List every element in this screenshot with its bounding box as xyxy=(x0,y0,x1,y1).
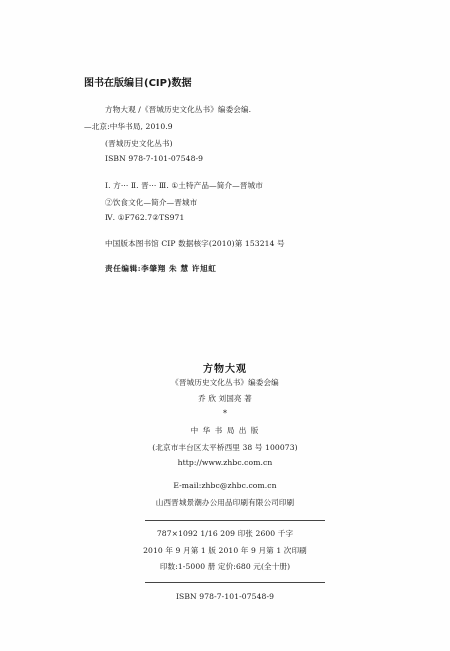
cip-line-record-number: 中国版本图书馆 CIP 数据核字(2010)第 153214 号 xyxy=(105,239,285,248)
cip-line-classification-2: ②饮食文化—简介—晋城市 xyxy=(105,198,198,207)
book-title: 方物大观 xyxy=(203,364,247,375)
authors: 乔 欣 刘国亮 著 xyxy=(198,394,252,403)
series-editor: 《晋城历史文化丛书》编委会编 xyxy=(171,378,279,387)
cip-line-series: (晋城历史文化丛书) xyxy=(105,139,173,148)
responsible-editors: 责任编辑:李肇翔 朱 慧 许旭虹 xyxy=(105,264,217,273)
cip-line-classification-3: Ⅳ. ①F762.7②TS971 xyxy=(105,213,185,222)
cip-line-title: 方物大观 /《晋城历史文化丛书》编委会编. xyxy=(105,105,252,114)
divider-bottom xyxy=(145,582,325,583)
cip-heading: 图书在版编目(CIP)数据 xyxy=(84,78,192,89)
print-run-price: 印数:1-5000 册 定价:680 元(全十册) xyxy=(159,562,291,571)
book-specs: 787×1092 1/16 209 印张 2600 千字 xyxy=(156,529,294,538)
divider-top xyxy=(145,520,325,521)
isbn-footer: ISBN 978-7-101-07548-9 xyxy=(175,592,275,601)
edition-info: 2010 年 9 月第 1 版 2010 年 9 月第 1 次印刷 xyxy=(143,546,307,555)
cip-line-isbn: ISBN 978-7-101-07548-9 xyxy=(105,154,204,163)
publisher-address: (北京市丰台区太平桥西里 38 号 100073) xyxy=(152,443,298,452)
publisher-email: E-mail:zhbc@zhbc.com.cn xyxy=(173,481,277,490)
separator-star: * xyxy=(223,409,227,418)
cip-line-classification-1: Ⅰ. 方··· Ⅱ. 晋··· Ⅲ. ①土特产品—简介—晋城市 xyxy=(105,181,263,190)
publisher-url: http://www.zhbc.com.cn xyxy=(177,458,273,467)
printer: 山西晋城景潮办公用品印刷有限公司印刷 xyxy=(155,498,295,507)
publisher: 中 华 书 局 出 版 xyxy=(190,426,260,435)
cip-line-publisher: —北京:中华书局, 2010.9 xyxy=(84,122,173,131)
